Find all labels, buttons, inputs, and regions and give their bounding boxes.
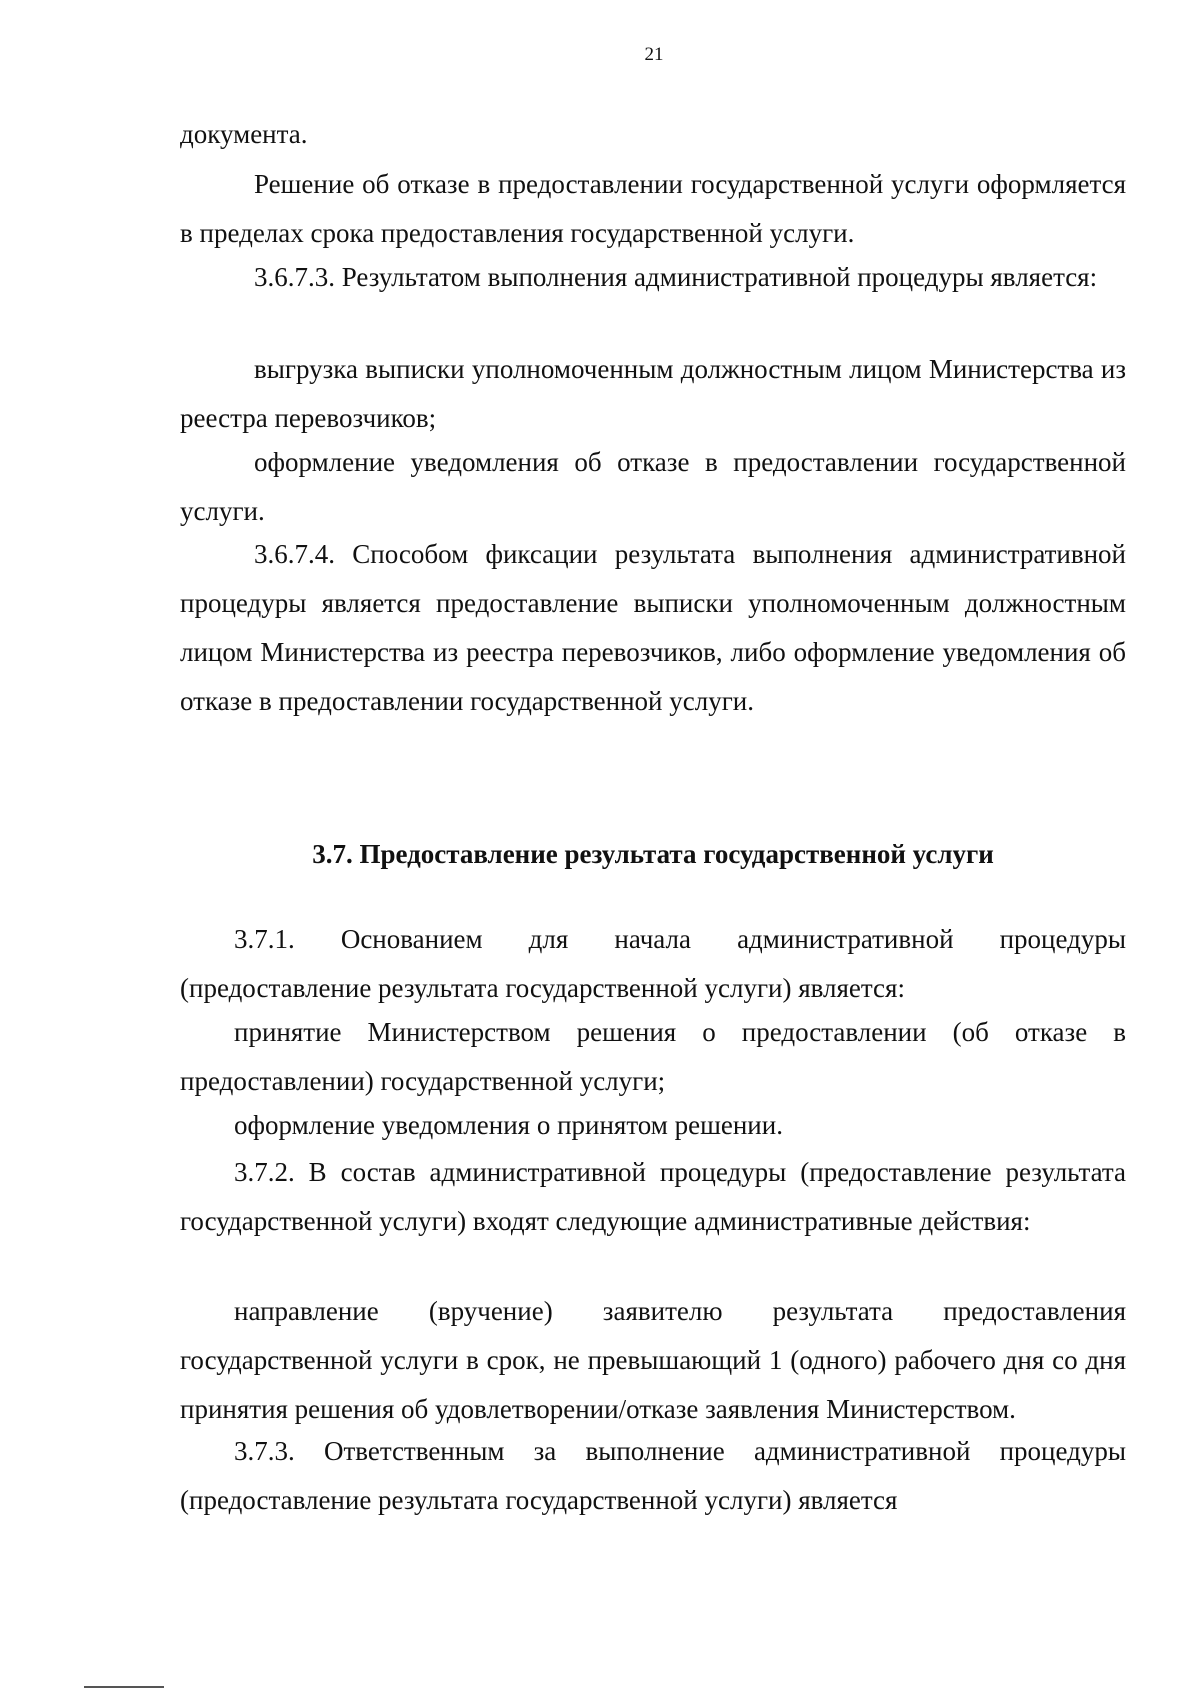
page-number: 21 (644, 44, 664, 65)
paragraph-extract-upload: выгрузка выписки уполномоченным должностным лицом Министерства из реестра перевозчиков; (180, 354, 1126, 433)
paragraph-refusal-notice: оформление уведомления об отказе в предоставлении государственной услуги. (180, 447, 1126, 526)
paragraph-continuation: документа. (180, 119, 308, 149)
paragraph-refusal-decision: Решение об отказе в предоставлении государственной услуги оформляется в пределах срока предоставления государственной услуги. (180, 169, 1126, 248)
paragraph-3-6-7-3: 3.6.7.3. Результатом выполнения административной процедуры является: (254, 262, 1098, 292)
paragraph-3-7-2: 3.7.2. В состав административной процедуры (предоставление результата государственной услуги) входят следующие административные действия: (180, 1157, 1126, 1236)
paragraph-result-delivery: направление (вручение) заявителю результата предоставления государственной услуги в срок, не превышающий 1 (одного) рабочего дня со дня принятия решения об удовлетворении/отказе заявления Министерством. (180, 1296, 1126, 1424)
paragraph-3-7-1: 3.7.1. Основанием для начала административной процедуры (предоставление результата государственной услуги) является: (180, 924, 1126, 1003)
paragraph-3-6-7-4: 3.6.7.4. Способом фиксации результата выполнения административной процедуры является предоставление выписки уполномоченным должностным лицом Министерства из реестра перевозчиков, либо оформление уведомления об отказе в предоставлении государственной услуги. (180, 539, 1126, 716)
scan-mark (84, 1686, 164, 1688)
paragraph-ministry-decision: принятие Министерством решения о предоставлении (об отказе в предоставлении) государственной услуги; (180, 1017, 1126, 1096)
section-heading-3-7: 3.7. Предоставление результата государственной услуги (312, 839, 994, 869)
paragraph-decision-notice: оформление уведомления о принятом решении. (234, 1110, 783, 1140)
paragraph-3-7-3: 3.7.3. Ответственным за выполнение административной процедуры (предоставление результата государственной услуги) является (180, 1436, 1126, 1515)
